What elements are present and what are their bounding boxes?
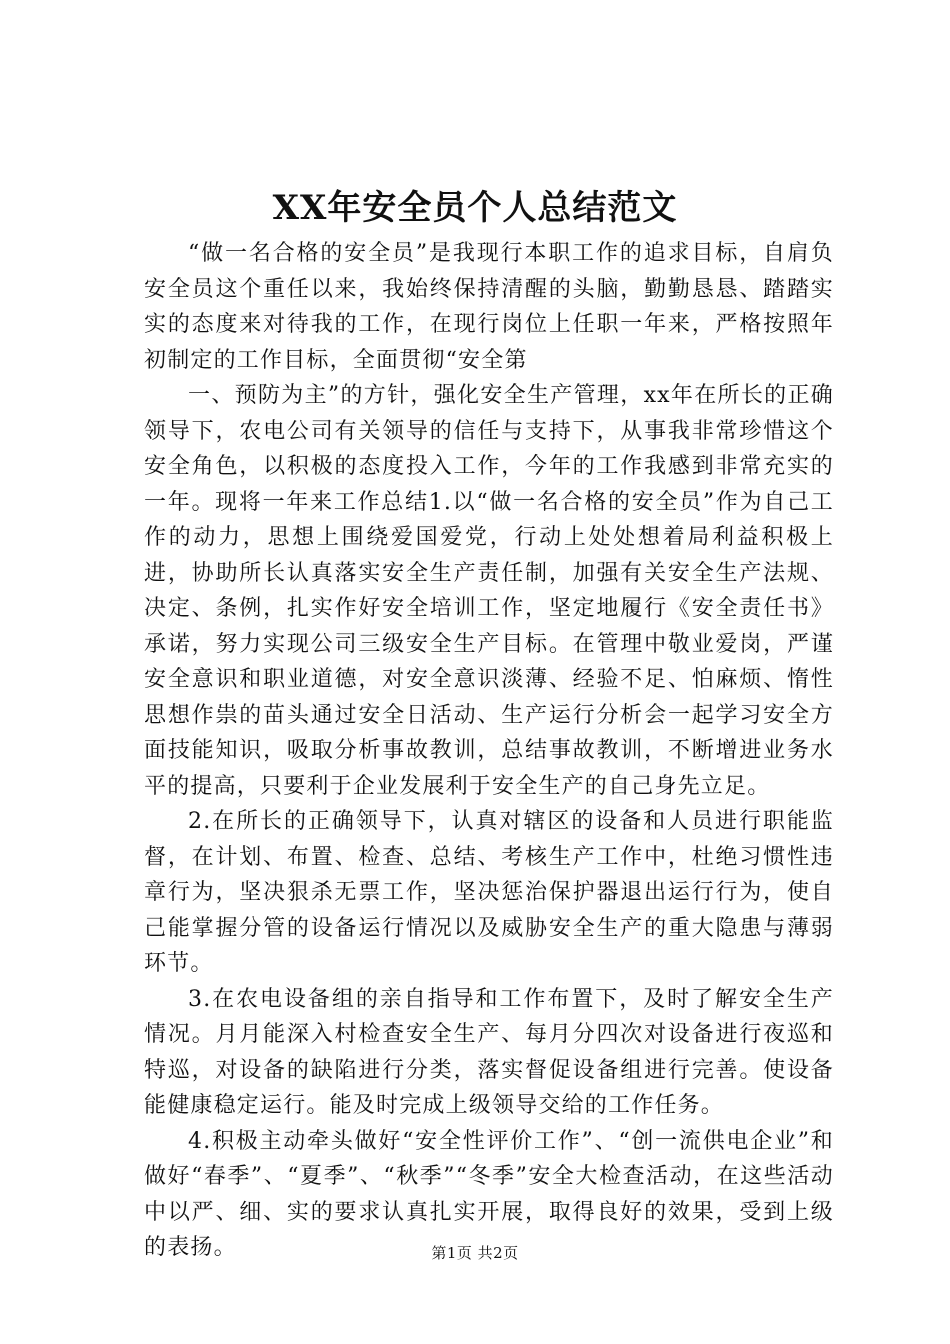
document-body [144, 236, 834, 1266]
paragraph-4: 3.在农电设备组的亲自指导和工作布置下，及时了解安全生产情况。月月能深入村检查安全生产、每月分四次对设备进行夜巡和特巡，对设备的缺陷进行分类，落实督促设备组进行完善。使设备能健康稳定运行。能及时完成上级领导交给的工作任务。 [144, 986, 834, 1118]
page-title: XX年安全员个人总结范文 [272, 188, 678, 228]
page-number-footer: 第1页 共2页 [431, 1244, 519, 1262]
paragraph-1: “做一名合格的安全员”是我现行本职工作的追求目标，自肩负安全员这个重任以来，我始终保持清醒的头脑，勤勤恳恳、踏踏实实的态度来对待我的工作，在现行岗位上任职一年来，严格按照年初制定的工作目标，全面贯彻“安全第 [144, 241, 834, 373]
paragraph-3: 2.在所长的正确领导下，认真对辖区的设备和人员进行职能监督，在计划、布置、检查、总结、考核生产工作中，杜绝习惯性违章行为，坚决狠杀无票工作，坚决惩治保护器退出运行行为，使自己能掌握分管的设备运行情况以及威胁安全生产的重大隐患与薄弱环节。 [144, 809, 834, 976]
paragraph-5: 4.积极主动牵头做好“安全性评价工作”、“创一流供电企业”和做好“春季”、“夏季”、“秋季”“冬季”安全大检查活动，在这些活动中以严、细、实的要求认真扎实开展，取得良好的效果，受到上级的表扬。 [144, 1128, 834, 1260]
paragraph-2: 一、预防为主”的方针，强化安全生产管理，xx年在所长的正确领导下，农电公司有关领导的信任与支持下，从事我非常珍惜这个安全角色，以积极的态度投入工作，今年的工作我感到非常充实的一年。现将一年来工作总结1.以“做一名合格的安全员”作为自己工作的动力，思想上围绕爱国爱党，行动上处处想着局利益积极上进，协助所长认真落实安全生产责任制，加强有关安全生产法规、决定、条例，扎实作好安全培训工作，坚定地履行《安全责任书》承诺，努力实现公司三级安全生产目标。在管理中敬业爱岗，严谨安全意识和职业道德，对安全意识淡薄、经验不足、怕麻烦、惰性思想作祟的苗头通过安全日活动、生产运行分析会一起学习安全方面技能知识，吸取分析事故教训，总结事故教训，不断增进业务水平的提高，只要利于企业发展利于安全生产的自己身先立足。 [144, 383, 834, 799]
